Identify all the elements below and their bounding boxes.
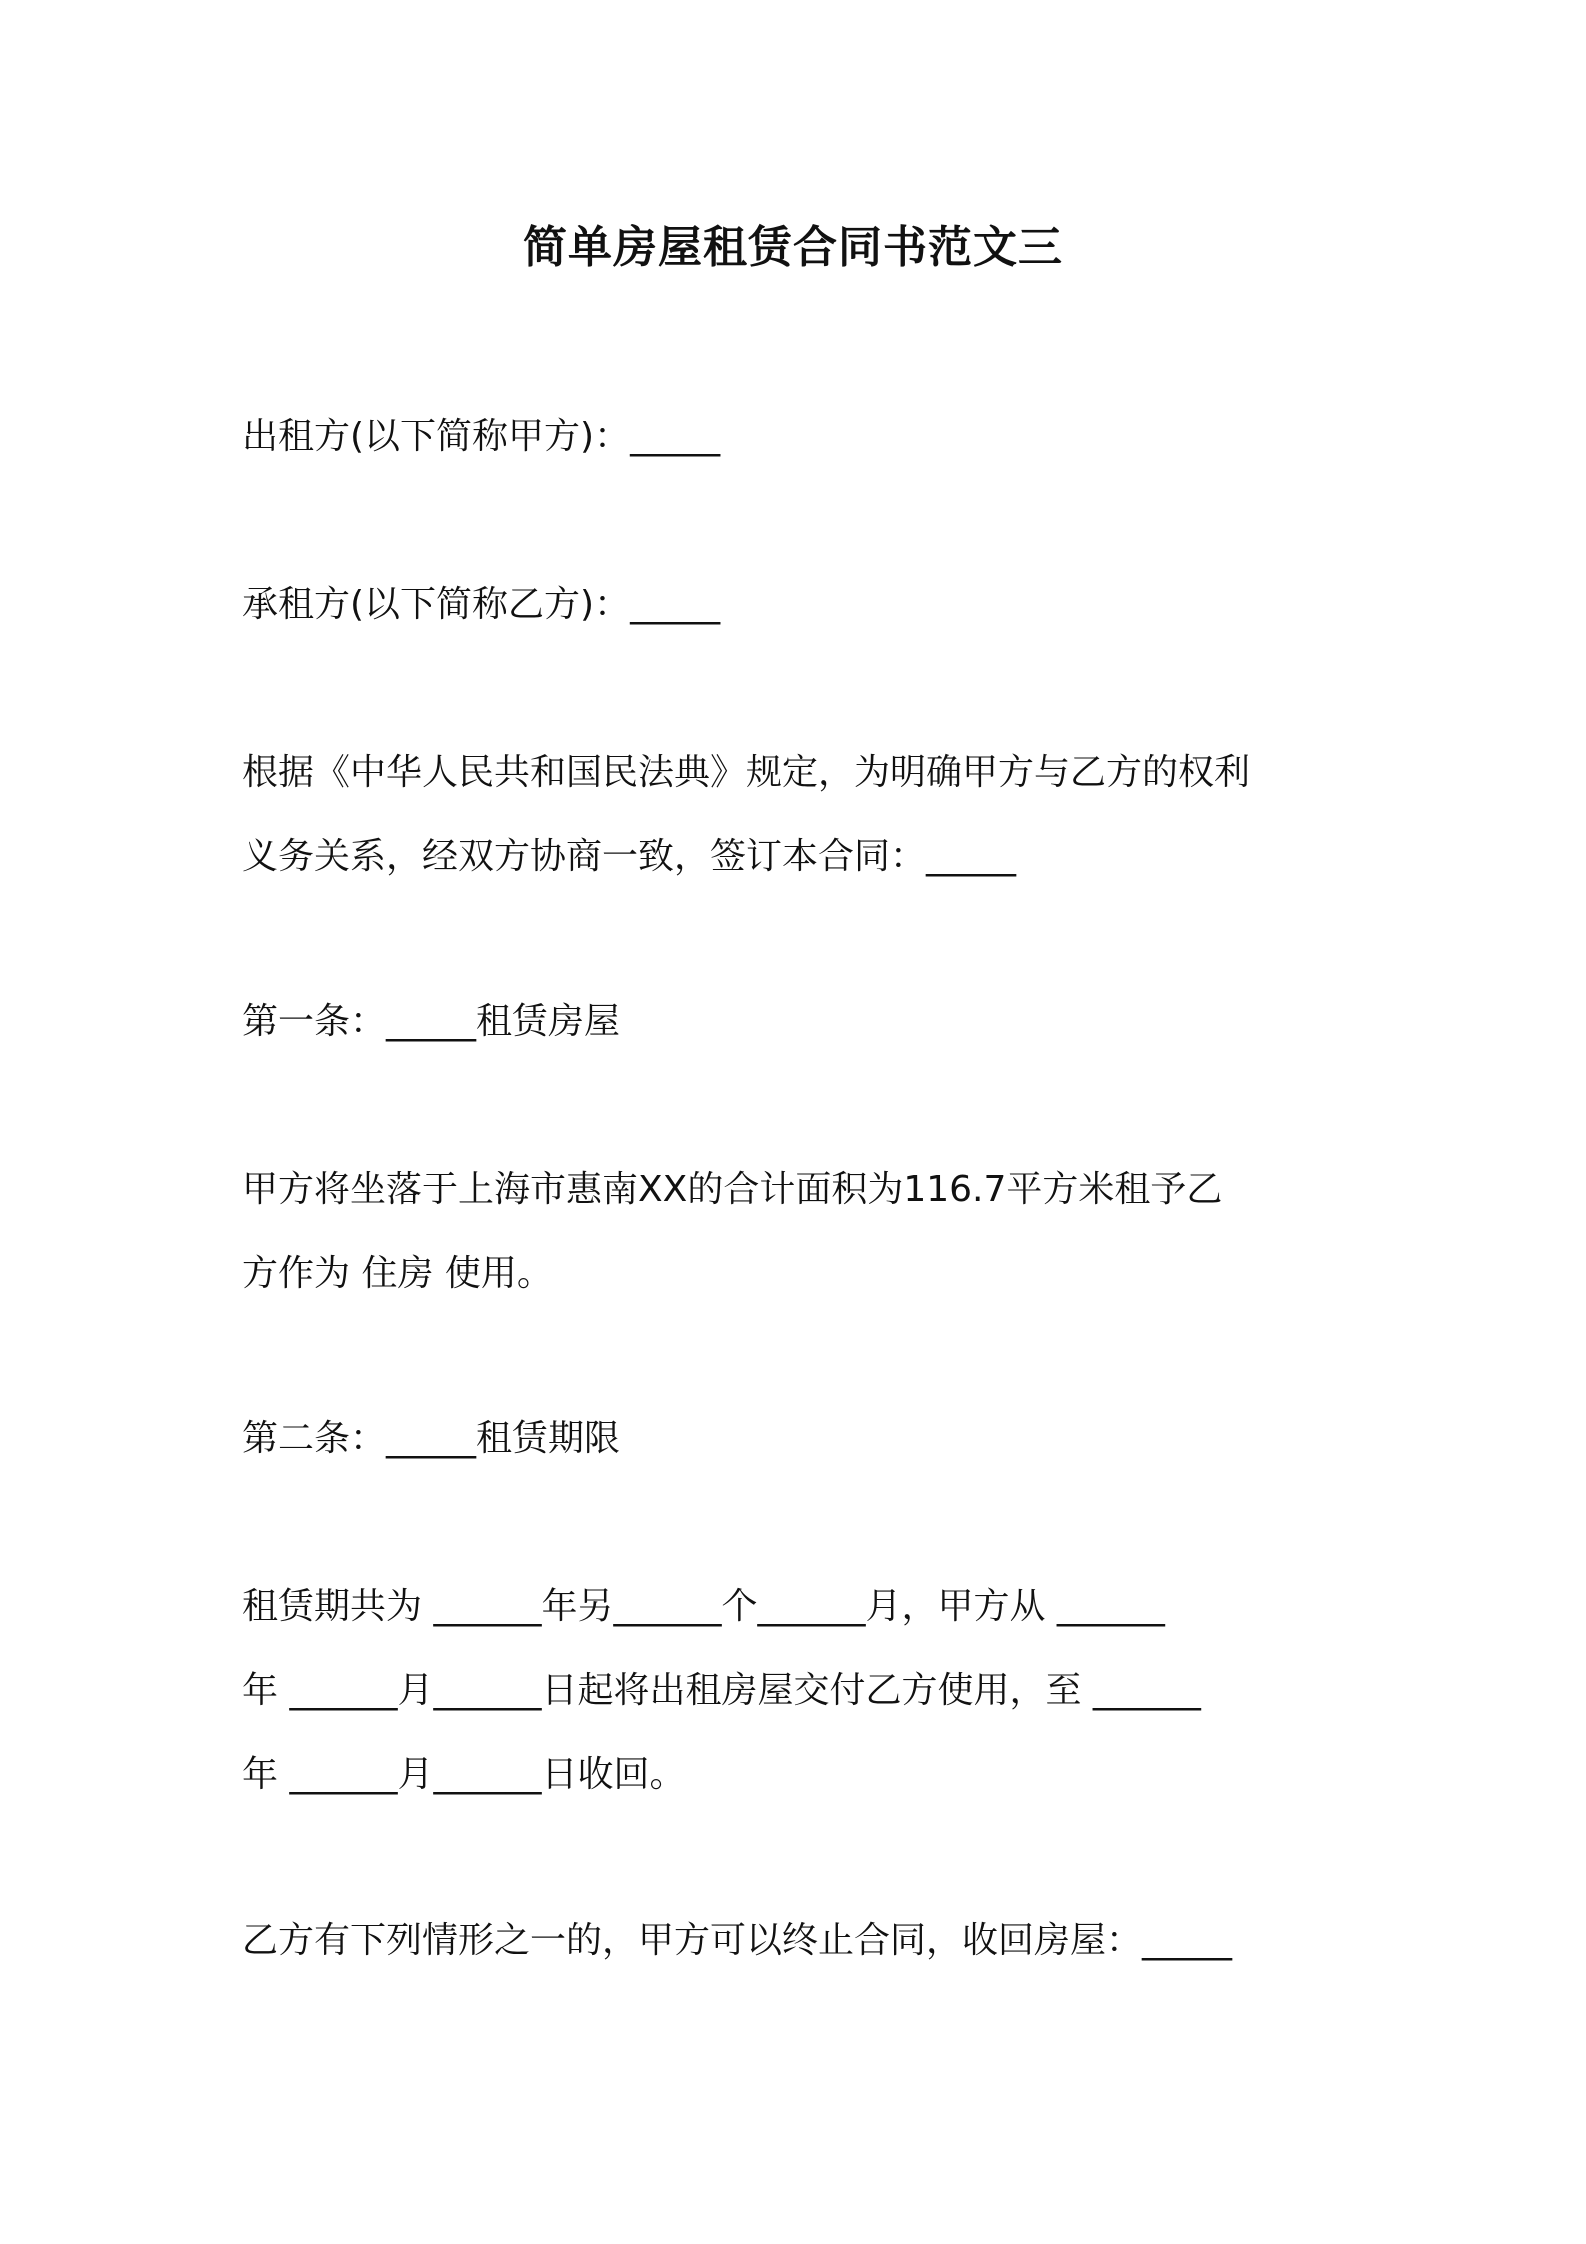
paragraph-line: 年 ______月______日收回。 bbox=[242, 1754, 686, 1795]
paragraph-line: 甲方将坐落于上海市惠南XX的合计面积为116.7平方米租予乙 bbox=[242, 1169, 1223, 1210]
paragraph-line: 第一条：_____租赁房屋 bbox=[242, 1001, 621, 1042]
paragraph-termination bbox=[242, 1899, 1350, 1983]
paragraph-preamble bbox=[242, 731, 1350, 899]
article-two-heading bbox=[242, 1397, 1350, 1481]
paragraph-line: 租赁期共为 ______年另______个______月，甲方从 ______ bbox=[242, 1586, 1165, 1627]
paragraph-property bbox=[242, 1148, 1350, 1316]
paragraph-line: 出租方(以下简称甲方)：_____ bbox=[242, 416, 721, 457]
paragraph-line: 方作为 住房 使用。 bbox=[242, 1253, 553, 1294]
paragraph-line: 第二条：_____租赁期限 bbox=[242, 1418, 621, 1459]
paragraph-lessee bbox=[242, 563, 1350, 647]
paragraph-line: 根据《中华人民共和国民法典》规定，为明确甲方与乙方的权利 bbox=[242, 752, 1251, 793]
paragraph-line: 乙方有下列情形之一的，甲方可以终止合同，收回房屋：_____ bbox=[242, 1920, 1233, 1961]
paragraph-lessor bbox=[242, 395, 1350, 479]
paragraph-line: 年 ______月______日起将出租房屋交付乙方使用，至 ______ bbox=[242, 1670, 1201, 1711]
paragraph-line: 义务关系，经双方协商一致，签订本合同：_____ bbox=[242, 836, 1017, 877]
paragraph-term bbox=[242, 1565, 1350, 1817]
paragraph-line: 承租方(以下简称乙方)：_____ bbox=[242, 584, 721, 625]
document-title: 简单房屋租赁合同书范文三 bbox=[523, 222, 1063, 273]
article-one-heading bbox=[242, 980, 1350, 1064]
